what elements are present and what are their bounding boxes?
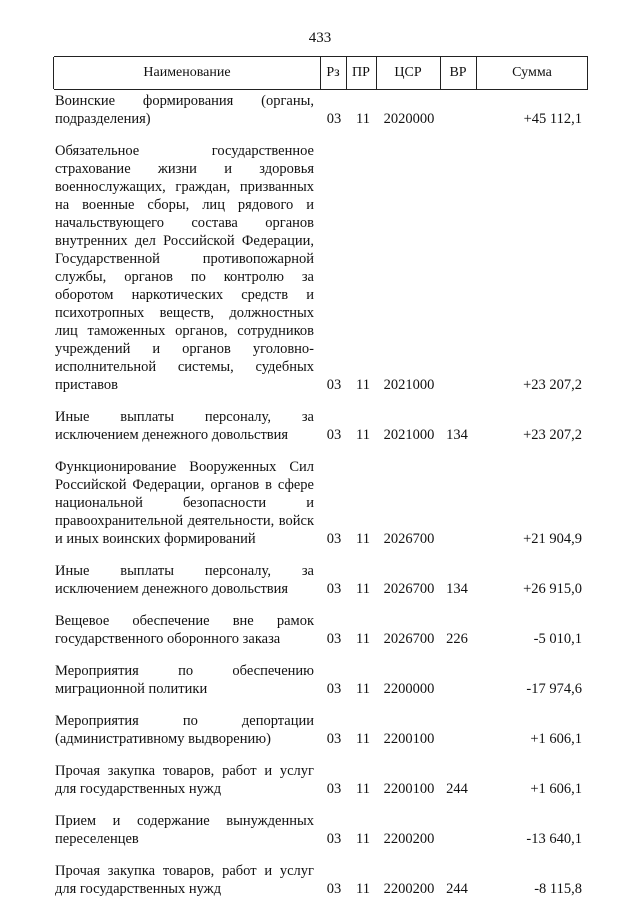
row-rz: 03 bbox=[326, 111, 342, 127]
row-sum: -17 974,6 bbox=[526, 681, 582, 697]
table-body bbox=[0, 92, 640, 898]
row-sum: -5 010,1 bbox=[533, 631, 582, 647]
row-name: Прочая закупка товаров, работ и услуг для государственных нужд bbox=[55, 763, 314, 797]
row-csr: 2026700 bbox=[383, 631, 435, 647]
row-name: Функционирование Вооруженных Сил Российской Федерации, органов в сфере национальной безопасности и правоохранительной деятельности, войск и иных воинских формирований bbox=[55, 459, 314, 547]
row-name: Вещевое обеспечение вне рамок государственного оборонного заказа bbox=[55, 613, 314, 647]
row-rz: 03 bbox=[326, 831, 342, 847]
header-vr: ВР bbox=[449, 65, 467, 80]
row-rz: 03 bbox=[326, 731, 342, 747]
table-header bbox=[54, 56, 588, 90]
table-row bbox=[0, 562, 640, 598]
table-row bbox=[0, 142, 640, 394]
row-rz: 03 bbox=[326, 427, 342, 443]
row-vr: 134 bbox=[446, 581, 468, 597]
row-sum: +23 207,2 bbox=[523, 377, 582, 393]
row-rz: 03 bbox=[326, 881, 342, 897]
header-border-right bbox=[587, 57, 588, 89]
table-row bbox=[0, 862, 640, 898]
row-name: Иные выплаты персоналу, за исключением денежного довольствия bbox=[55, 563, 314, 597]
row-pr: 11 bbox=[356, 731, 370, 747]
row-csr: 2020000 bbox=[383, 111, 435, 127]
row-name: Воинские формирования (органы, подразделения) bbox=[55, 93, 314, 127]
row-pr: 11 bbox=[356, 881, 370, 897]
row-vr: 244 bbox=[446, 881, 468, 897]
table-row bbox=[0, 458, 640, 548]
table-row bbox=[0, 762, 640, 798]
row-pr: 11 bbox=[356, 111, 370, 127]
row-name: Мероприятия по обеспечению миграционной политики bbox=[55, 663, 314, 697]
row-rz: 03 bbox=[326, 377, 342, 393]
row-csr: 2200000 bbox=[383, 681, 435, 697]
table-row bbox=[0, 408, 640, 444]
table-row bbox=[0, 662, 640, 698]
row-name: Иные выплаты персоналу, за исключением денежного довольствия bbox=[55, 409, 314, 443]
row-sum: +26 915,0 bbox=[523, 581, 582, 597]
row-csr: 2021000 bbox=[383, 377, 435, 393]
table-row bbox=[0, 612, 640, 648]
row-name: Мероприятия по депортации (административному выдворению) bbox=[55, 713, 314, 747]
header-csr: ЦСР bbox=[394, 65, 422, 80]
row-csr: 2026700 bbox=[383, 581, 435, 597]
row-csr: 2200200 bbox=[383, 881, 435, 897]
row-csr: 2200100 bbox=[383, 781, 435, 797]
row-csr: 2200100 bbox=[383, 731, 435, 747]
row-pr: 11 bbox=[356, 377, 370, 393]
table-row bbox=[0, 812, 640, 848]
row-pr: 11 bbox=[356, 631, 370, 647]
row-csr: 2200200 bbox=[383, 831, 435, 847]
row-vr: 244 bbox=[446, 781, 468, 797]
row-name: Прием и содержание вынужденных переселенцев bbox=[55, 813, 314, 847]
row-pr: 11 bbox=[356, 427, 370, 443]
row-rz: 03 bbox=[326, 581, 342, 597]
row-sum: +1 606,1 bbox=[530, 731, 582, 747]
row-sum: +45 112,1 bbox=[523, 111, 582, 127]
row-pr: 11 bbox=[356, 831, 370, 847]
row-name: Обязательное государственное страхование жизни и здоровья военнослужащих, граждан, призванных на военные сборы, лиц рядового и начальствующего состава органов внутренних дел Российской Федерации, Государственной противопожарной службы, органов по контролю за оборотом наркотических средств и психотропных веществ, должностных лиц таможенных органов, сотрудников учреждений и органов уголовно-исполнительной системы, судебных приставов bbox=[55, 143, 314, 393]
row-pr: 11 bbox=[356, 681, 370, 697]
row-rz: 03 bbox=[326, 631, 342, 647]
row-name: Прочая закупка товаров, работ и услуг для государственных нужд bbox=[55, 863, 314, 897]
row-pr: 11 bbox=[356, 531, 370, 547]
row-sum: +21 904,9 bbox=[523, 531, 582, 547]
table-row bbox=[0, 712, 640, 748]
row-sum: -8 115,8 bbox=[534, 881, 582, 897]
row-vr: 226 bbox=[446, 631, 468, 647]
row-sum: -13 640,1 bbox=[526, 831, 582, 847]
page-number: 433 bbox=[308, 30, 332, 46]
row-rz: 03 bbox=[326, 531, 342, 547]
header-sum: Сумма bbox=[512, 65, 552, 80]
row-pr: 11 bbox=[356, 581, 370, 597]
header-name: Наименование bbox=[143, 65, 231, 80]
row-csr: 2026700 bbox=[383, 531, 435, 547]
row-rz: 03 bbox=[326, 781, 342, 797]
row-vr: 134 bbox=[446, 427, 468, 443]
row-sum: +1 606,1 bbox=[530, 781, 582, 797]
row-sum: +23 207,2 bbox=[523, 427, 582, 443]
row-pr: 11 bbox=[356, 781, 370, 797]
table-row bbox=[0, 92, 640, 128]
header-rz: Рз bbox=[326, 65, 340, 80]
header-pr: ПР bbox=[352, 65, 370, 80]
row-rz: 03 bbox=[326, 681, 342, 697]
row-csr: 2021000 bbox=[383, 427, 435, 443]
